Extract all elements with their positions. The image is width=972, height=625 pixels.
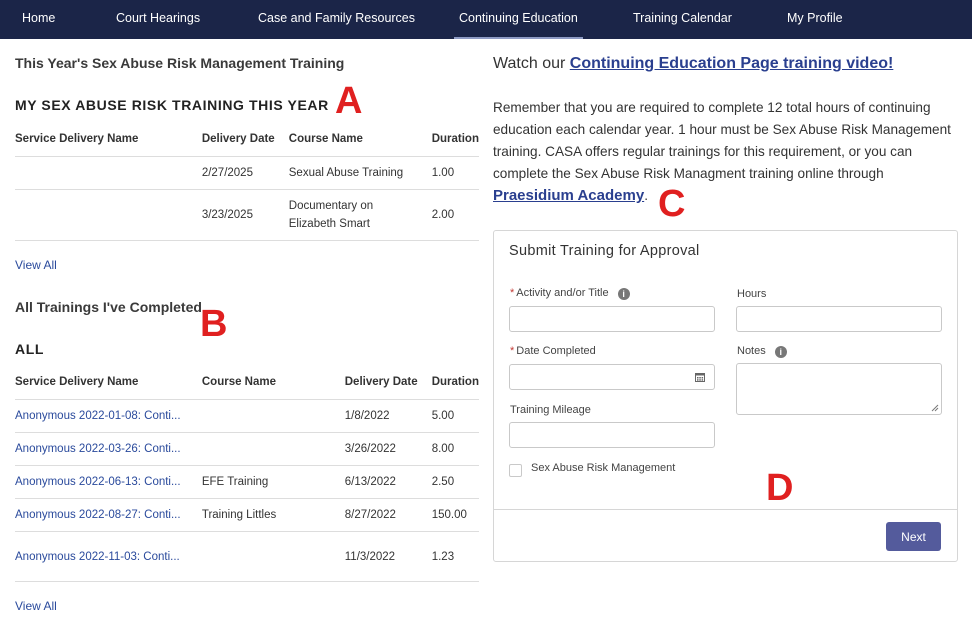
cell-duration: 1.23 [432, 532, 479, 582]
annotation-a: A [335, 80, 363, 122]
form-divider [494, 509, 957, 510]
table-row [15, 157, 479, 190]
date-label-text: Date Completed [516, 345, 596, 357]
table-row [15, 499, 479, 532]
view-all-link[interactable]: View All [15, 599, 57, 613]
requirements-end: . [644, 188, 648, 203]
cell-service-delivery[interactable] [15, 466, 202, 499]
column-header[interactable]: Service Delivery Name [15, 122, 202, 157]
cell-service-delivery[interactable] [15, 433, 202, 466]
cell-duration: 150.00 [432, 499, 479, 532]
requirements-text [493, 97, 963, 207]
view-all-link[interactable]: View All [15, 258, 57, 272]
column-header[interactable]: Delivery Date [202, 122, 289, 157]
required-mark: * [510, 287, 515, 299]
section-title-completed: All Trainings I've Completed [15, 299, 202, 315]
cell-delivery-date: 1/8/2022 [345, 400, 432, 433]
cell-service-delivery[interactable] [15, 499, 202, 532]
nav-continuing-education[interactable]: Continuing Education [454, 0, 583, 39]
notes-label-text: Notes [737, 345, 766, 357]
notes-textarea[interactable] [736, 363, 942, 415]
activity-title-input[interactable] [509, 306, 715, 332]
cell-delivery-date: 11/3/2022 [345, 532, 432, 582]
resize-grip-icon[interactable] [931, 404, 939, 412]
info-icon[interactable]: i [775, 346, 787, 358]
praesidium-academy-link[interactable]: Praesidium Academy [493, 187, 645, 204]
cell-service-delivery [15, 190, 202, 241]
service-delivery-link[interactable]: Anonymous 2022-06-13: Conti... [15, 476, 181, 488]
cell-delivery-date: 3/23/2025 [202, 190, 289, 241]
nav-court-hearings[interactable]: Court Hearings [116, 11, 201, 25]
cell-duration: 5.00 [432, 400, 479, 433]
cell-course-name: Training Littles [202, 499, 345, 532]
activity-label-text: Activity and/or Title [516, 287, 609, 299]
activity-label [510, 287, 630, 300]
annotation-d: D [766, 467, 794, 509]
cell-duration: 8.00 [432, 433, 479, 466]
sex-abuse-risk-checkbox[interactable] [509, 464, 522, 477]
date-completed-input[interactable] [509, 364, 715, 390]
cell-delivery-date: 2/27/2025 [202, 157, 289, 190]
cell-service-delivery [15, 157, 202, 190]
notes-label [737, 345, 787, 358]
annotation-c: C [658, 183, 686, 225]
cell-duration: 2.00 [432, 190, 479, 241]
training-video-link[interactable]: Continuing Education Page training video! [569, 55, 894, 72]
column-header[interactable]: Duration [432, 365, 479, 400]
cell-duration: 2.50 [432, 466, 479, 499]
cell-service-delivery[interactable] [15, 400, 202, 433]
cell-course-name: Sexual Abuse Training [289, 157, 432, 190]
column-header[interactable]: Delivery Date [345, 365, 432, 400]
hours-label: Hours [737, 288, 767, 300]
cell-delivery-date: 8/27/2022 [345, 499, 432, 532]
cell-service-delivery[interactable] [15, 532, 202, 582]
checkbox-label: Sex Abuse Risk Management [531, 462, 676, 474]
watch-video-line [493, 55, 893, 73]
training-mileage-input[interactable] [509, 422, 715, 448]
column-header[interactable]: Duration [432, 122, 479, 157]
form-title: Submit Training for Approval [509, 243, 700, 259]
service-delivery-link[interactable]: Anonymous 2022-03-26: Conti... [15, 443, 181, 455]
my-training-table [15, 122, 479, 241]
hours-input[interactable] [736, 306, 942, 332]
table-row [15, 532, 479, 582]
cell-course-name: EFE Training [202, 466, 345, 499]
cell-delivery-date: 3/26/2022 [345, 433, 432, 466]
nav-case-family-resources[interactable]: Case and Family Resources [258, 11, 416, 25]
table-header-row [15, 122, 479, 157]
service-delivery-link[interactable]: Anonymous 2022-11-03: Conti... [15, 550, 180, 563]
calendar-icon[interactable] [695, 372, 705, 382]
submit-training-form [493, 230, 958, 562]
cell-course-name [202, 400, 345, 433]
table-row [15, 400, 479, 433]
top-nav [0, 0, 972, 39]
next-button[interactable]: Next [886, 522, 941, 551]
cell-course-name: Documentary on Elizabeth Smart [289, 190, 432, 241]
all-title: ALL [15, 341, 45, 357]
column-header[interactable]: Course Name [289, 122, 432, 157]
cell-delivery-date: 6/13/2022 [345, 466, 432, 499]
nav-my-profile[interactable]: My Profile [787, 11, 843, 25]
service-delivery-link[interactable]: Anonymous 2022-08-27: Conti... [15, 509, 181, 521]
cell-duration: 1.00 [432, 157, 479, 190]
requirements-body: Remember that you are required to complete 12 total hours of continuing education each calendar year. 1 hour must be Sex Abuse Risk Management training. CASA offers regular trainings for this requirement, or you can complete the Sex Abuse Risk Managment training online through [493, 100, 951, 181]
my-training-title: MY SEX ABUSE RISK TRAINING THIS YEAR [15, 97, 329, 113]
nav-home[interactable]: Home [22, 11, 56, 25]
table-header-row [15, 365, 479, 400]
cell-course-name [202, 532, 345, 582]
cell-course-name [202, 433, 345, 466]
service-delivery-link[interactable]: Anonymous 2022-01-08: Conti... [15, 410, 181, 422]
required-mark: * [510, 345, 515, 357]
table-row [15, 190, 479, 241]
watch-prefix: Watch our [493, 55, 570, 72]
training-mileage-label: Training Mileage [510, 404, 591, 416]
column-header[interactable]: Course Name [202, 365, 345, 400]
table-row [15, 433, 479, 466]
all-trainings-table [15, 365, 479, 582]
info-icon[interactable]: i [618, 288, 630, 300]
table-row [15, 466, 479, 499]
annotation-b: B [200, 303, 228, 345]
date-completed-label [510, 345, 596, 357]
column-header[interactable]: Service Delivery Name [15, 365, 202, 400]
nav-training-calendar[interactable]: Training Calendar [633, 11, 732, 25]
section-title-this-year: This Year's Sex Abuse Risk Management Training [15, 55, 345, 71]
